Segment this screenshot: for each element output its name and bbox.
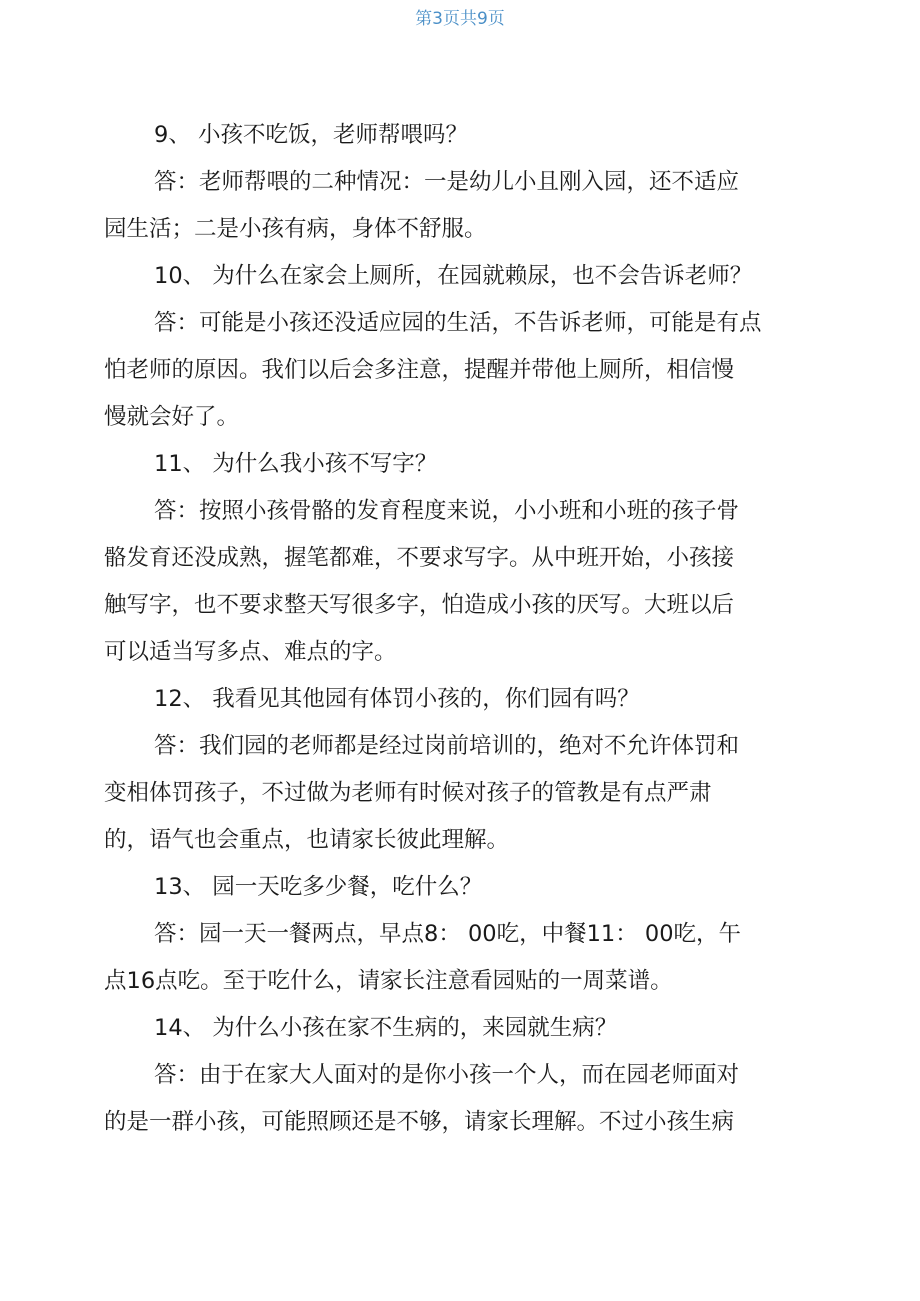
text-line: 触写字，也不要求整天写很多字，怕造成小孩的厌写。大班以后 <box>104 592 735 618</box>
text-line: 答：按照小孩骨骼的发育程度来说，小小班和小班的孩子骨 <box>154 498 740 524</box>
question-10 <box>104 253 794 300</box>
answer-12 <box>104 723 794 864</box>
text-line: 9、 小孩不吃饭，老师帮喂吗？ <box>154 122 468 148</box>
text-line: 14、 为什么小孩在家不生病的，来园就生病？ <box>154 1015 618 1041</box>
text-line: 12、 我看见其他园有体罚小孩的，你们园有吗？ <box>154 686 640 712</box>
text-line: 答：老师帮喂的二种情况：一是幼儿小且刚入园，还不适应 <box>154 169 740 195</box>
question-12 <box>104 676 794 723</box>
text-line: 园生活；二是小孩有病，身体不舒服。 <box>104 216 487 242</box>
text-line: 答：可能是小孩还没适应园的生活，不告诉老师，可能是有点 <box>154 310 762 336</box>
question-9 <box>104 112 794 159</box>
answer-9 <box>104 159 794 253</box>
text-line: 10、 为什么在家会上厕所，在园就赖尿，也不会告诉老师？ <box>154 263 753 289</box>
text-line: 点16点吃。至于吃什么，请家长注意看园贴的一周菜谱。 <box>104 968 673 994</box>
page-indicator: 第3页共9页 <box>415 9 505 29</box>
answer-11 <box>104 488 794 676</box>
answer-13 <box>104 911 794 1005</box>
text-line: 答：我们园的老师都是经过岗前培训的，绝对不允许体罚和 <box>154 733 740 759</box>
text-line: 慢就会好了。 <box>104 404 240 430</box>
question-13 <box>104 864 794 911</box>
question-14 <box>104 1005 794 1052</box>
text-line: 变相体罚孩子，不过做为老师有时候对孩子的管教是有点严肃 <box>104 780 712 806</box>
text-line: 11、 为什么我小孩不写字？ <box>154 451 438 477</box>
text-line: 13、 园一天吃多少餐，吃什么？ <box>154 874 483 900</box>
text-line: 答：园一天一餐两点，早点8： 00吃，中餐11： 00吃，午 <box>154 921 742 947</box>
text-line: 可以适当写多点、难点的字。 <box>104 639 397 665</box>
answer-10 <box>104 300 794 441</box>
text-line: 答：由于在家大人面对的是你小孩一个人，而在园老师面对 <box>154 1062 740 1088</box>
text-line: 怕老师的原因。我们以后会多注意，提醒并带他上厕所，相信慢 <box>104 357 735 383</box>
answer-14 <box>104 1052 794 1146</box>
question-11 <box>104 441 794 488</box>
text-line: 的，语气也会重点，也请家长彼此理解。 <box>104 827 510 853</box>
text-line: 的是一群小孩，可能照顾还是不够，请家长理解。不过小孩生病 <box>104 1109 735 1135</box>
text-line: 骼发育还没成熟，握笔都难，不要求写字。从中班开始，小孩接 <box>104 545 735 571</box>
document-body <box>104 112 794 1146</box>
